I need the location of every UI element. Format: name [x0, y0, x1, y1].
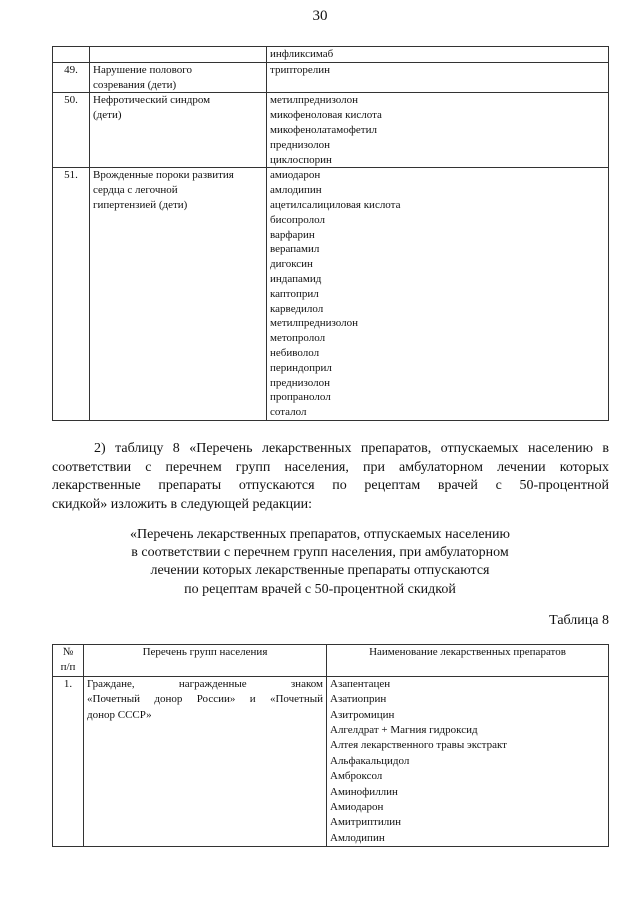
table-row — [53, 93, 609, 168]
drug-name: преднизолон — [270, 376, 331, 389]
header-number-top: № — [62, 646, 74, 658]
drug-name: Азатиоприн — [330, 693, 387, 706]
drug-name: Амброксол — [330, 770, 383, 783]
drugs-cell — [327, 676, 609, 846]
drug-name: Азапентацен — [330, 677, 391, 690]
drug-name: Аминофиллин — [330, 785, 398, 798]
drug-name: варфарин — [270, 228, 315, 241]
row-number: 49. — [53, 62, 90, 93]
drugs-cell — [267, 93, 609, 168]
drugs-cell — [267, 47, 609, 63]
table-row — [53, 168, 609, 421]
drug-name: микофенолатамофетил — [270, 123, 377, 136]
page-number: 30 — [312, 8, 328, 24]
diagnosis-line: гипертензией (дети) — [93, 198, 188, 211]
group-line: Граждане, награжденные знаком — [87, 677, 323, 690]
drug-name: трипторелин — [270, 63, 331, 76]
table-label: Таблица 8 — [549, 613, 609, 628]
amendment-paragraph — [52, 440, 609, 514]
drug-name: периндоприл — [270, 361, 332, 374]
table-row — [53, 62, 609, 93]
row-number: 1. — [53, 676, 84, 846]
drug-name: Амиодарон — [330, 801, 384, 814]
group-line: донор СССР» — [87, 708, 152, 721]
paragraph-line: скидкой» изложить в следующей редакции: — [52, 496, 312, 512]
row-number: 51. — [53, 168, 90, 421]
drug-name: метопролол — [270, 332, 326, 345]
drug-name: метилпреднизолон — [270, 94, 359, 107]
diagnosis-cell — [90, 93, 267, 168]
title-line: по рецептам врачей с 50-процентной скидкой — [184, 581, 456, 597]
drug-name: дигоксин — [270, 258, 313, 271]
diagnosis-line: сердца с легочной — [93, 184, 178, 197]
table-header-row — [53, 645, 609, 677]
table-row — [53, 47, 609, 63]
paragraph-line: лекарственные препараты отпускаются по рецептам врачей с 50-процентной — [52, 478, 609, 493]
diagnosis-line: Нарушение полового — [93, 63, 193, 76]
drug-name: каптоприл — [270, 287, 319, 300]
drug-name: карведилол — [270, 302, 324, 315]
drugs-cell — [267, 62, 609, 93]
diagnosis-line: (дети) — [93, 109, 122, 122]
group-cell — [84, 676, 327, 846]
header-group: Перечень групп населения — [84, 645, 327, 677]
population-groups-table — [52, 644, 609, 847]
drug-name: индапамид — [270, 272, 322, 285]
title-line: «Перечень лекарственных препаратов, отпускаемых населению — [130, 527, 510, 542]
drugs-cell — [267, 168, 609, 421]
diagnosis-line: Нефротический синдром — [93, 94, 211, 107]
drug-name: метилпреднизолон — [270, 317, 359, 330]
drug-name: Алтея лекарственного травы экстракт — [330, 739, 507, 752]
drug-name: амиодарон — [270, 169, 321, 182]
drug-name: ацетилсалициловая кислота — [270, 198, 401, 211]
diagnosis-line: Врожденные пороки развития — [93, 169, 234, 182]
row-number: 50. — [53, 93, 90, 168]
medication-table-continued — [52, 46, 609, 421]
drug-name: соталол — [270, 406, 307, 419]
drug-name: Азитромицин — [330, 708, 395, 721]
paragraph-line: 2) таблицу 8 «Перечень лекарственных препаратов, отпускаемых населению в — [94, 441, 609, 456]
drug-name: небиволол — [270, 346, 320, 359]
drug-name: циклоспорин — [270, 153, 332, 166]
drug-name: Алгелдрат + Магния гидроксид — [330, 724, 478, 737]
diagnosis-cell — [90, 168, 267, 421]
header-number-bottom: п/п — [60, 661, 76, 674]
diagnosis-cell — [90, 47, 267, 63]
drug-name: Амлодипин — [330, 831, 385, 844]
title-line: в соответствии с перечнем групп населения, при амбулаторном — [131, 545, 509, 561]
header-drugs: Наименование лекарственных препаратов — [327, 645, 609, 677]
drug-name: верапамил — [270, 243, 320, 256]
table-row — [53, 676, 609, 846]
drug-name: инфликсимаб — [270, 48, 334, 60]
drug-name: микофеноловая кислота — [270, 109, 382, 122]
drug-name: пропранолол — [270, 391, 331, 404]
table-title — [0, 526, 640, 599]
header-number — [53, 645, 84, 677]
drug-name: преднизолон — [270, 138, 331, 151]
drug-name: амлодипин — [270, 184, 322, 197]
group-line: «Почетный донор России» и «Почетный — [87, 693, 323, 706]
title-line: лечении которых лекарственные препараты отпускаются — [150, 563, 490, 579]
diagnosis-line: созревания (дети) — [93, 78, 177, 91]
row-number — [53, 47, 90, 63]
drug-name: Амитриптилин — [330, 816, 401, 829]
paragraph-line: соответствии с перечнем групп населения, при амбулаторном лечении которых — [52, 459, 609, 475]
drug-name: Альфакальцидол — [330, 754, 410, 767]
diagnosis-cell — [90, 62, 267, 93]
drug-name: бисопролол — [270, 213, 325, 226]
